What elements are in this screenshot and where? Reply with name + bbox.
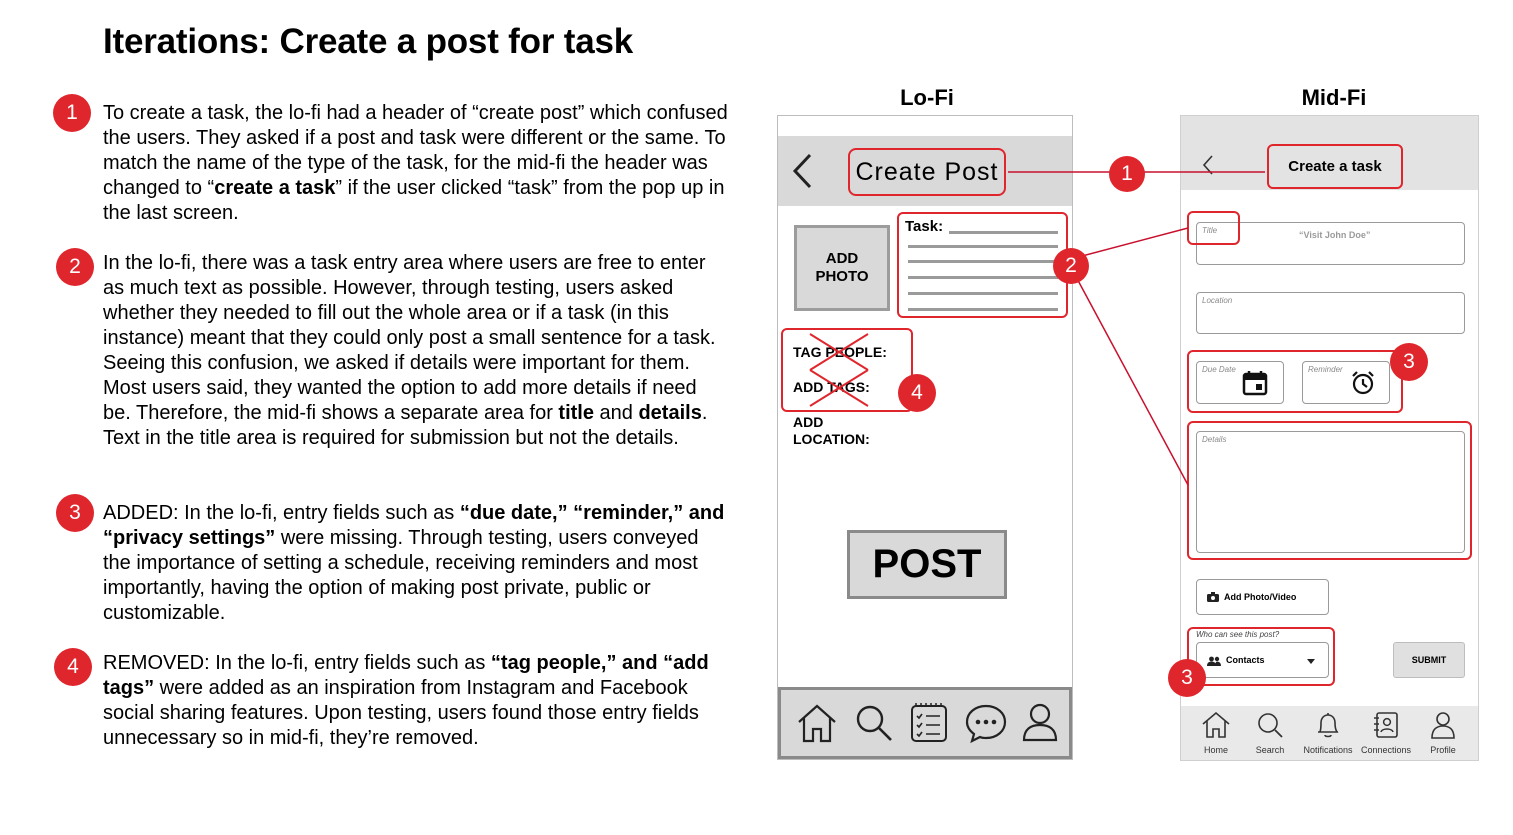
location-label: Location	[1202, 296, 1233, 305]
task-entry-area[interactable]	[897, 212, 1068, 318]
nav-connections[interactable]	[1356, 711, 1416, 755]
midfi-bottom-nav	[1181, 706, 1478, 760]
note-number-4: 4	[54, 648, 92, 686]
add-location-field[interactable]	[793, 414, 870, 448]
back-arrow-icon[interactable]	[1201, 154, 1215, 181]
privacy-label: Who can see this post?	[1196, 630, 1280, 639]
task-line	[908, 308, 1058, 311]
camera-icon	[1207, 592, 1219, 605]
lofi-heading: Lo-Fi	[900, 85, 954, 110]
nav-notifications-label: Notifications	[1303, 745, 1353, 755]
note-2-bold-details: details	[638, 402, 702, 424]
note-2-text-a: In the lo-fi, there was a task entry area where users are free to enter as much text as possible. However, through testing, users asked whether they needed to fill out the whole area or if a task (in this instance) meant that they could only post a small sentence for a task. Seeing this confusion, we asked if details were important for them. Most users said, they wanted the option to add more details if need be. Therefore, the mid-fi shows a separate area for	[103, 252, 716, 424]
task-line	[908, 260, 1058, 263]
midfi-heading: Mid-Fi	[1301, 85, 1367, 110]
note-4-text-a: REMOVED: In the lo-fi, entry fields such as	[103, 652, 491, 674]
note-4-text-b: were added as an inspiration from Instagram and Facebook social sharing features. Upon testing, users found those entry fields unnecessary so in mid-fi, they’re removed.	[103, 677, 699, 749]
bell-icon	[1312, 711, 1344, 739]
note-3-text-a: ADDED: In the lo-fi, entry fields such as	[103, 502, 460, 524]
task-list-icon[interactable]	[907, 702, 951, 749]
note-number-3: 3	[56, 494, 94, 532]
note-number-2: 2	[56, 248, 94, 286]
strike-out-mark	[796, 330, 876, 410]
callout-2: 2	[1053, 248, 1089, 284]
people-icon	[1207, 656, 1221, 669]
back-arrow-icon[interactable]	[790, 152, 814, 195]
nav-notifications[interactable]	[1298, 711, 1358, 755]
calendar-icon	[1242, 370, 1268, 401]
nav-profile[interactable]	[1413, 711, 1473, 755]
alarm-clock-icon	[1350, 370, 1376, 401]
nav-home-label: Home	[1203, 745, 1228, 755]
task-label: Task:	[905, 218, 944, 235]
profile-icon[interactable]	[1020, 702, 1060, 749]
profile-icon	[1427, 711, 1459, 739]
details-field[interactable]	[1196, 431, 1465, 553]
location-field[interactable]	[1196, 292, 1465, 334]
add-photo-label-1: ADD	[825, 250, 859, 267]
reminder-field[interactable]	[1302, 361, 1390, 404]
title-placeholder: “Visit John Doe”	[1299, 230, 1371, 240]
lofi-header	[778, 136, 1072, 206]
note-1-text-b: ” if the user clicked “task” from the pop up in the last screen.	[103, 177, 725, 224]
home-icon	[1200, 711, 1232, 739]
add-photo-label-2: PHOTO	[815, 268, 869, 285]
note-3-text-b: were missing. Through testing, users conveyed the importance of setting a schedule, receiving reminders and most importantly, having the option of making post private, public or customizable.	[103, 527, 699, 624]
add-photo-video-label: Add Photo/Video	[1224, 592, 1297, 602]
privacy-select[interactable]	[1196, 642, 1329, 678]
task-line	[908, 245, 1058, 248]
note-1	[103, 101, 728, 226]
note-4-bold: “tag people,” and “add tags”	[103, 652, 709, 699]
lofi-wireframe	[777, 115, 1073, 760]
note-2-bold-title: title	[558, 402, 594, 424]
add-tags-field[interactable]: ADD TAGS:	[793, 379, 870, 395]
privacy-value: Contacts	[1226, 655, 1265, 665]
midfi-header-title: Create a task	[1267, 144, 1403, 189]
nav-search[interactable]	[1240, 711, 1300, 755]
add-photo-video-button[interactable]	[1196, 579, 1329, 615]
nav-home[interactable]	[1186, 711, 1246, 755]
callout-3-privacy: 3	[1168, 659, 1206, 697]
note-1-bold: create a task	[214, 177, 336, 199]
contacts-icon	[1370, 711, 1402, 739]
note-2-text-b: and	[593, 402, 639, 424]
chevron-down-icon	[1307, 657, 1315, 668]
callout-4: 4	[898, 374, 936, 412]
callout-1: 1	[1109, 156, 1145, 192]
lofi-header-title: Create Post	[848, 148, 1006, 196]
home-icon[interactable]	[795, 702, 839, 749]
note-1-text-a: To create a task, the lo-fi had a header of “create post” which confused the users. They asked if a post and task were different or the same. To match the name of the type of the task, for the mid-fi the header was changed to “	[103, 102, 728, 199]
title-highlight	[1187, 211, 1240, 245]
due-date-label: Due Date	[1202, 365, 1236, 374]
page-title: Iterations: Create a post for task	[103, 22, 634, 61]
nav-connections-label: Connections	[1360, 745, 1412, 755]
chat-icon[interactable]	[963, 702, 1009, 749]
task-line	[908, 276, 1058, 279]
add-photo-button[interactable]	[794, 225, 890, 311]
add-location-label-1: ADD	[793, 414, 824, 430]
nav-search-label: Search	[1255, 745, 1285, 755]
note-4	[103, 651, 728, 751]
submit-button[interactable]: SUBMIT	[1393, 642, 1465, 678]
task-line	[949, 231, 1058, 234]
post-button[interactable]: POST	[847, 530, 1007, 599]
tag-people-field[interactable]: TAG PEOPLE:	[793, 344, 887, 360]
lofi-bottom-nav	[778, 687, 1072, 759]
task-line	[908, 292, 1058, 295]
due-date-field[interactable]	[1196, 361, 1284, 404]
search-icon	[1254, 711, 1286, 739]
note-2-text-c: . Text in the title area is required for submission but not the details.	[103, 402, 708, 449]
title-label: Title	[1202, 226, 1218, 235]
search-icon[interactable]	[852, 702, 896, 749]
note-3-bold: “due date,” “reminder,” and “privacy settings”	[103, 502, 725, 549]
note-number-1: 1	[53, 94, 91, 132]
note-3	[103, 501, 728, 626]
callout-3-schedule: 3	[1390, 343, 1428, 381]
midfi-wireframe	[1180, 115, 1479, 761]
details-label: Details	[1202, 435, 1227, 444]
note-2	[103, 251, 728, 451]
reminder-label: Reminder	[1308, 365, 1343, 374]
add-location-label-2: LOCATION:	[793, 431, 870, 447]
nav-profile-label: Profile	[1430, 745, 1456, 755]
